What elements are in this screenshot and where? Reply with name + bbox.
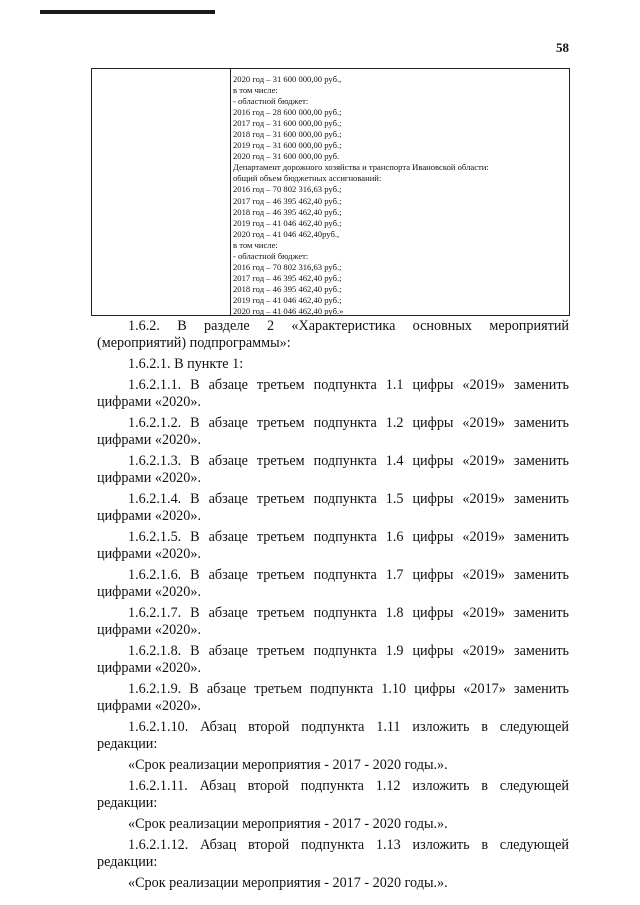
table-cell-text [233, 74, 489, 317]
table-line: - областной бюджет: [233, 96, 309, 107]
paragraph-line: 1.6.2.1.7. В абзаце третьем подпункта 1.8 цифры «2019» заменить [128, 605, 569, 621]
amendment-paragraph [97, 529, 569, 563]
amendment-paragraph [97, 491, 569, 525]
paragraph-line: (мероприятий) подпрограммы»: [97, 335, 291, 351]
amendment-paragraph [97, 377, 569, 411]
paragraph-line: цифрами «2020». [97, 432, 201, 448]
quoted-text: «Срок реализации мероприятия - 2017 - 2020 годы.». [128, 875, 448, 891]
paragraph-line: 1.6.2.1.12. Абзац второй подпункта 1.13 изложить в следующей [128, 837, 569, 853]
table-line: 2017 год – 46 395 462,40 руб.; [233, 195, 342, 206]
paragraph-line: цифрами «2020». [97, 394, 201, 410]
amendment-paragraph [97, 643, 569, 677]
amendment-paragraph [97, 681, 569, 715]
budget-table [91, 68, 570, 316]
table-line: 2016 год – 70 802 316,63 руб.; [233, 184, 342, 195]
edition-items [97, 719, 569, 892]
table-line: - областной бюджет: [233, 250, 309, 261]
table-line: 2020 год – 41 046 462,40руб., [233, 228, 340, 239]
table-line: 2016 год – 28 600 000,00 руб.; [233, 107, 342, 118]
paragraph-line: 1.6.2. В разделе 2 «Характеристика основных мероприятий [128, 318, 569, 334]
table-line: 2019 год – 41 046 462,40 руб.; [233, 217, 342, 228]
table-line: 2017 год – 31 600 000,00 руб.; [233, 118, 342, 129]
table-column-divider [230, 69, 231, 315]
document-body [97, 318, 569, 896]
amendment-paragraph [97, 605, 569, 639]
paragraph-line: 1.6.2.1.4. В абзаце третьем подпункта 1.5 цифры «2019» заменить [128, 491, 569, 507]
paragraph-line: редакции: [97, 795, 158, 811]
table-line: 2019 год – 41 046 462,40 руб.; [233, 294, 342, 305]
amendment-paragraph [97, 415, 569, 449]
paragraph-line: 1.6.2.1.6. В абзаце третьем подпункта 1.7 цифры «2019» заменить [128, 567, 569, 583]
table-line: в том числе: [233, 239, 278, 250]
paragraph-line: цифрами «2020». [97, 584, 201, 600]
paragraph-line: 1.6.2.1.1. В абзаце третьем подпункта 1.1 цифры «2019» заменить [128, 377, 569, 393]
table-line: 2019 год – 31 600 000,00 руб.; [233, 140, 342, 151]
page-number: 58 [556, 40, 569, 55]
table-line: 2020 год – 31 600 000,00 руб., [233, 74, 342, 84]
amendment-paragraph [97, 567, 569, 601]
paragraph-line: 1.6.2.1.2. В абзаце третьем подпункта 1.2 цифры «2019» заменить [128, 415, 569, 431]
edition-paragraph [97, 837, 569, 871]
paragraph-line: 1.6.2.1.3. В абзаце третьем подпункта 1.4 цифры «2019» заменить [128, 453, 569, 469]
paragraph-line: 1.6.2.1.5. В абзаце третьем подпункта 1.6 цифры «2019» заменить [128, 529, 569, 545]
paragraph-1-6-2-1: 1.6.2.1. В пункте 1: [128, 356, 244, 372]
table-line: 2016 год – 70 802 316,63 руб.; [233, 261, 342, 272]
table-line: 2018 год – 46 395 462,40 руб.; [233, 283, 342, 294]
table-line: Департамент дорожного хозяйства и транспорта Ивановской области: [233, 162, 489, 173]
edition-paragraph [97, 778, 569, 812]
paragraph-1-6-2 [97, 318, 569, 352]
table-line: 2017 год – 46 395 462,40 руб.; [233, 272, 342, 283]
paragraph-line: 1.6.2.1.8. В абзаце третьем подпункта 1.9 цифры «2019» заменить [128, 643, 569, 659]
table-line: 2018 год – 31 600 000,00 руб.; [233, 129, 342, 140]
paragraph-line: цифрами «2020». [97, 660, 201, 676]
paragraph-line: цифрами «2020». [97, 622, 201, 638]
paragraph-line: 1.6.2.1.10. Абзац второй подпункта 1.11 изложить в следующей [128, 719, 569, 735]
edition-paragraph [97, 719, 569, 753]
top-rule [40, 10, 215, 14]
table-line: 2020 год – 31 600 000,00 руб. [233, 151, 340, 162]
paragraph-line: редакции: [97, 854, 158, 870]
paragraph-line: 1.6.2.1.11. Абзац второй подпункта 1.12 изложить в следующей [128, 778, 569, 794]
paragraph-line: цифрами «2020». [97, 698, 201, 714]
amendment-paragraph [97, 453, 569, 487]
quoted-text: «Срок реализации мероприятия - 2017 - 2020 годы.». [128, 816, 448, 832]
table-line: общий объем бюджетных ассигнований: [233, 173, 382, 184]
paragraph-line: цифрами «2020». [97, 508, 201, 524]
table-line: в том числе: [233, 85, 278, 96]
paragraph-line: редакции: [97, 736, 158, 752]
paragraph-line: 1.6.2.1.9. В абзаце третьем подпункта 1.10 цифры «2017» заменить [128, 681, 569, 697]
paragraph-line: цифрами «2020». [97, 470, 201, 486]
quoted-text: «Срок реализации мероприятия - 2017 - 2020 годы.». [128, 757, 448, 773]
amendment-items [97, 377, 569, 715]
paragraph-line: цифрами «2020». [97, 546, 201, 562]
table-line: 2018 год – 46 395 462,40 руб.; [233, 206, 342, 217]
table-line: 2020 год – 41 046 462,40 руб.» [233, 305, 344, 316]
